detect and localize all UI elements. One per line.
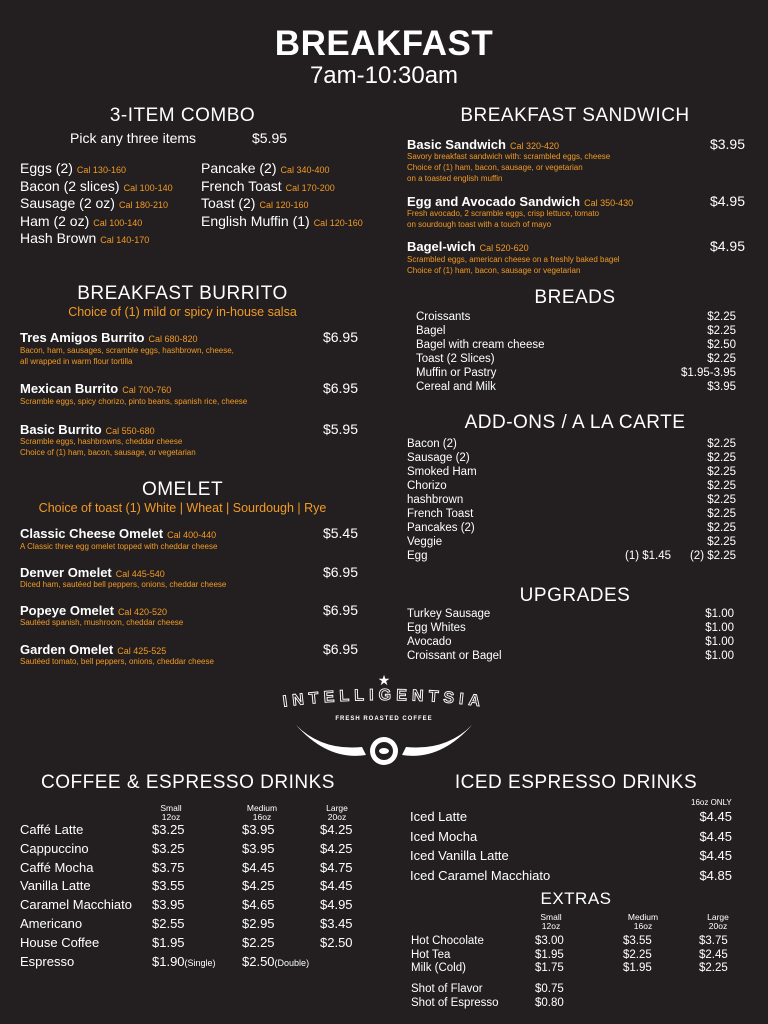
addons-list bbox=[407, 438, 736, 564]
combo-item: Eggs (2) Cal 130-160 bbox=[20, 160, 126, 176]
size-header-large: Large 20oz bbox=[326, 803, 348, 822]
coffee-table bbox=[20, 822, 353, 972]
upgrades-list bbox=[407, 608, 734, 664]
list-item: Veggie $2.25 bbox=[407, 536, 736, 548]
combo-list-left bbox=[20, 160, 173, 248]
extras-table bbox=[411, 935, 728, 976]
size-header-small: Small 12oz bbox=[160, 803, 182, 822]
item-description: Scramble eggs, spicy chorizo, pinto beans, spanish rice, cheese bbox=[20, 397, 248, 406]
menu-item-garden-omelet: Garden Omelet Cal 425-525 $6.95 bbox=[20, 641, 358, 657]
list-item: Muffin or Pastry $1.95-3.95 bbox=[416, 367, 736, 379]
table-row: Hot Tea $1.95 $2.25 $2.45 bbox=[411, 948, 728, 961]
menu-item-egg-avocado-sandwich: Egg and Avocado Sandwich Cal 350-430 $4.95 bbox=[407, 193, 745, 209]
size-header-medium: Medium 16oz bbox=[627, 912, 659, 931]
list-item: Turkey Sausage $1.00 bbox=[407, 608, 734, 620]
menu-item-classic-omelet: Classic Cheese Omelet Cal 400-440 $5.45 bbox=[20, 525, 358, 541]
list-item: Shot of Espresso $0.80 bbox=[411, 996, 564, 1009]
addons-heading: ADD-ONS / A LA CARTE bbox=[464, 412, 686, 433]
menu-item-popeye-omelet: Popeye Omelet Cal 420-520 $6.95 bbox=[20, 602, 358, 618]
item-description: Sautéed tomato, bell peppers, onions, cheddar cheese bbox=[20, 657, 214, 666]
list-item: Toast (2 Slices) $2.25 bbox=[416, 353, 736, 365]
list-item: Iced Caramel Macchiato $4.85 bbox=[410, 868, 732, 884]
list-item: Bacon (2) $2.25 bbox=[407, 438, 736, 450]
list-item-egg: Egg (1) $1.45 (2) $2.25 bbox=[407, 550, 736, 562]
combo-list-right bbox=[201, 160, 363, 230]
combo-item: French Toast Cal 170-200 bbox=[201, 177, 335, 194]
item-description: Scrambled eggs, american cheese on a freshly baked bagel Choice of (1) ham, bacon, sausage or vegetarian bbox=[407, 255, 620, 275]
combo-item: Pancake (2) Cal 340-400 bbox=[201, 160, 330, 176]
combo-item: Hash Brown Cal 140-170 bbox=[20, 230, 150, 246]
list-item: French Toast $2.25 bbox=[407, 508, 736, 520]
iced-list bbox=[410, 809, 732, 888]
combo-item: Bacon (2 slices) Cal 100-140 bbox=[20, 177, 173, 194]
table-row: Caffé Latte $3.25 $3.95 $4.25 bbox=[20, 822, 353, 837]
star-icon: ★ bbox=[377, 672, 391, 688]
table-row-espresso: Espresso $1.90(Single) $2.50(Double) bbox=[20, 953, 310, 969]
combo-item: Sausage (2 oz) Cal 180-210 bbox=[20, 195, 168, 211]
menu-item-bagel-wich: Bagel-wich Cal 520-620 $4.95 bbox=[407, 238, 745, 254]
winged-cup-icon bbox=[292, 723, 476, 771]
item-description: Savory breakfast sandwich with: scrambled eggs, cheese Choice of (1) ham, bacon, sausage, or vegetarian on a toasted english muffin bbox=[407, 152, 611, 183]
omelet-note: Choice of toast (1) White | Wheat | Sourdough | Rye bbox=[38, 501, 327, 515]
size-header-small: Small 12oz bbox=[540, 912, 562, 931]
list-item: Smoked Ham $2.25 bbox=[407, 466, 736, 478]
breads-heading: BREADS bbox=[534, 287, 616, 308]
combo-heading: 3-ITEM COMBO bbox=[109, 105, 256, 126]
list-item: Sausage (2) $2.25 bbox=[407, 452, 736, 464]
iced-heading: ICED ESPRESSO DRINKS bbox=[454, 772, 698, 793]
list-item: Bagel $2.25 bbox=[416, 325, 736, 337]
combo-item: Toast (2) Cal 120-160 bbox=[201, 195, 309, 211]
breads-list bbox=[416, 311, 736, 395]
list-item: Avocado $1.00 bbox=[407, 636, 734, 648]
table-row: Caramel Macchiato $3.95 $4.65 $4.95 bbox=[20, 897, 353, 913]
menu-title: BREAKFAST bbox=[274, 24, 494, 63]
combo-pick-text: Pick any three items bbox=[70, 130, 197, 146]
table-row: House Coffee $1.95 $2.25 $2.50 bbox=[20, 934, 353, 950]
item-description: Scramble eggs, hashbrowns, cheddar cheese Choice of (1) ham, bacon, sausage, or vegetarian bbox=[20, 437, 196, 457]
shots-list bbox=[411, 983, 571, 1010]
table-row: Americano $2.55 $2.95 $3.45 bbox=[20, 915, 353, 931]
iced-size-note: 16oz ONLY bbox=[691, 798, 732, 807]
table-row: Cappuccino $3.25 $3.95 $4.25 bbox=[20, 840, 353, 856]
list-item: Iced Vanilla Latte $4.45 bbox=[410, 848, 732, 864]
list-item: Pancakes (2) $2.25 bbox=[407, 522, 736, 534]
list-item: Iced Latte $4.45 bbox=[410, 809, 732, 824]
item-description: A Classic three egg omelet topped with cheddar cheese bbox=[20, 542, 218, 551]
burrito-heading: BREAKFAST BURRITO bbox=[77, 283, 288, 304]
list-item: hashbrown $2.25 bbox=[407, 494, 736, 506]
list-item: Bagel with cream cheese $2.50 bbox=[416, 339, 736, 351]
size-header-medium: Medium 16oz bbox=[246, 803, 278, 822]
list-item: Chorizo $2.25 bbox=[407, 480, 736, 492]
table-row: Hot Chocolate $3.00 $3.55 $3.75 bbox=[411, 935, 728, 947]
combo-price: $5.95 bbox=[252, 130, 288, 146]
logo-wordmark bbox=[254, 688, 514, 712]
list-item: Egg Whites $1.00 bbox=[407, 622, 734, 634]
item-description: Fresh avocado, 2 scramble eggs, crisp lettuce, tomato on sourdough toast with a touch of mayo bbox=[407, 209, 600, 229]
table-row: Caffé Mocha $3.75 $4.45 $4.75 bbox=[20, 859, 353, 875]
list-item: Cereal and Milk $3.95 bbox=[416, 381, 736, 393]
logo-tagline: FRESH ROASTED COFFEE bbox=[335, 716, 433, 722]
burrito-note: Choice of (1) mild or spicy in-house salsa bbox=[68, 305, 297, 319]
list-item: Iced Mocha $4.45 bbox=[410, 828, 732, 844]
list-item: Shot of Flavor $0.75 bbox=[411, 983, 564, 995]
list-item: Croissants $2.25 bbox=[416, 311, 736, 323]
menu-hours: 7am-10:30am bbox=[309, 62, 459, 89]
item-description: Bacon, ham, sausages, scramble eggs, hashbrown, cheese, all wrapped in warm flour tortilla bbox=[20, 346, 234, 366]
combo-item: Ham (2 oz) Cal 100-140 bbox=[20, 212, 143, 229]
extras-heading: EXTRAS bbox=[540, 889, 612, 908]
menu-item-denver-omelet: Denver Omelet Cal 445-540 $6.95 bbox=[20, 564, 358, 580]
menu-item-mexican-burrito: Mexican Burrito Cal 700-760 $6.95 bbox=[20, 380, 358, 396]
svg-text:INTELLIGENTSIA: INTELLIGENTSIA bbox=[281, 688, 487, 711]
menu-item-tres-amigos: Tres Amigos Burrito Cal 680-820 $6.95 bbox=[20, 329, 358, 345]
combo-item: English Muffin (1) Cal 120-160 bbox=[201, 212, 363, 229]
item-description: Diced ham, sautéed bell peppers, onions, cheddar cheese bbox=[20, 580, 227, 589]
menu-item-basic-sandwich: Basic Sandwich Cal 320-420 $3.95 bbox=[407, 136, 745, 152]
menu-item-basic-burrito: Basic Burrito Cal 550-680 $5.95 bbox=[20, 421, 358, 437]
list-item: Croissant or Bagel $1.00 bbox=[407, 650, 734, 662]
table-row: Milk (Cold) $1.75 $1.95 $2.25 bbox=[411, 962, 728, 975]
coffee-heading: COFFEE & ESPRESSO DRINKS bbox=[41, 772, 335, 793]
table-row: Vanilla Latte $3.55 $4.25 $4.45 bbox=[20, 878, 353, 894]
item-description: Sautéed spanish, mushroom, cheddar cheese bbox=[20, 618, 184, 627]
sandwich-heading: BREAKFAST SANDWICH bbox=[460, 105, 690, 126]
size-header-large: Large 20oz bbox=[707, 912, 729, 931]
upgrades-heading: UPGRADES bbox=[519, 585, 631, 606]
omelet-heading: OMELET bbox=[141, 479, 224, 500]
